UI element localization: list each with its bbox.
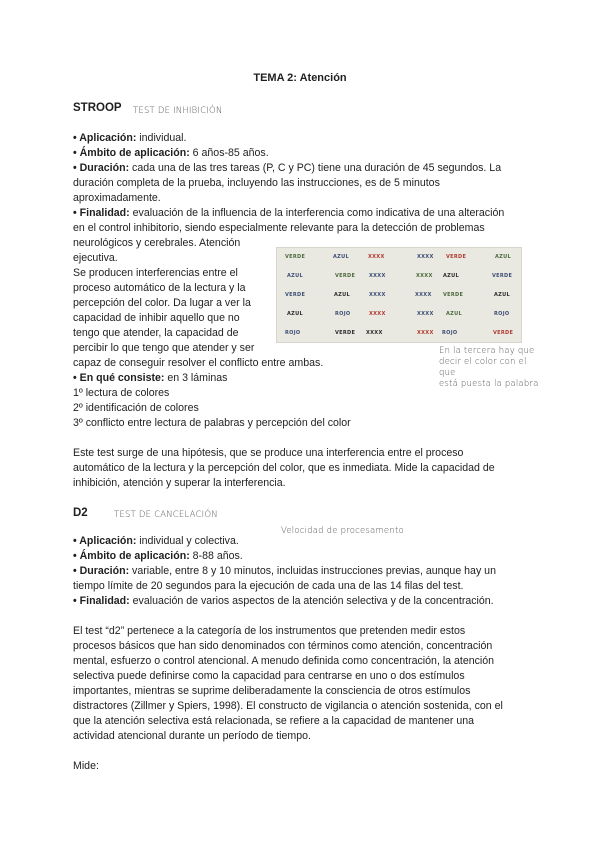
word-cell: XXXX	[366, 330, 383, 336]
word-cell: XXXX	[369, 292, 386, 298]
stroop-body-line: tengo que atender, la capacidad de	[73, 327, 239, 339]
d2-aplicacion: • Aplicación: individual y colectiva.	[73, 535, 239, 547]
word-cell: VERDE	[335, 273, 356, 279]
word-cell: AZUL	[443, 273, 459, 279]
word-cell: XXXX	[369, 311, 386, 317]
photo-row	[277, 269, 521, 285]
caption-line: está puesta la palabra	[439, 379, 539, 389]
word-cell: ROJO	[285, 330, 301, 336]
annotation-atencion: Atención	[199, 237, 241, 249]
word-cell: XXXX	[417, 254, 434, 260]
word-cell: XXXX	[368, 254, 385, 260]
word-cell: XXXX	[417, 311, 434, 317]
word-cell: VERDE	[285, 254, 306, 260]
caption-line: En la tercera hay que	[439, 346, 535, 356]
stroop-body-line: Se producen interferencias entre el	[73, 267, 238, 279]
stroop-body-line: capacidad de inhibir aquello que no	[73, 312, 240, 324]
word-cell: XXXX	[369, 273, 386, 279]
d2-handwritten-subtitle: TEST DE CANCELACIÓN	[114, 510, 218, 520]
stroop-handwritten-subtitle: TEST DE INHIBICIÓN	[133, 106, 223, 116]
photo-row	[277, 250, 521, 266]
word-cell: VERDE	[285, 292, 306, 298]
stroop-duracion-cont: aproximadamente.	[73, 192, 161, 204]
stroop-body-line: percibir lo que tengo que atender y ser	[73, 342, 255, 354]
d2-mide: Mide:	[73, 760, 99, 772]
photo-caption	[439, 346, 539, 390]
word-cell: VERDE	[443, 292, 464, 298]
stroop-finalidad-cont: neurológicos y cerebrales. Atención	[73, 237, 241, 249]
stroop-duracion: • Duración: cada una de las tres tareas (P, C y PC) tiene una duración de 45 segundos. La	[73, 162, 502, 174]
stroop-heading: STROOP	[73, 102, 122, 114]
stroop-ambito: • Ámbito de aplicación: 6 años-85 años.	[73, 147, 269, 159]
word-cell: XXXX	[415, 292, 432, 298]
word-cell: AZUL	[287, 311, 303, 317]
stroop-body-line: capaz de conseguir resolver el conflicto entre ambas.	[73, 357, 324, 369]
d2-heading: D2	[73, 507, 88, 519]
word-cell: ROJO	[494, 311, 510, 317]
stroop-finalidad: • Finalidad: evaluación de la influencia de la interferencia como indicativa de una alteración	[73, 207, 505, 219]
lamina-item: 2º identificación de colores	[73, 402, 199, 414]
word-cell: XXXX	[417, 330, 434, 336]
d2-paragraph-line: distractores (Zillmer y Spiers, 1998). El constructo de vigilancia o atención sostenida, con el	[73, 700, 503, 712]
stroop-consiste: • En qué consiste: en 3 láminas	[73, 372, 228, 384]
stroop-body-line: percepción del color. Da lugar a ver la	[73, 297, 251, 309]
d2-duracion: • Duración: variable, entre 8 y 10 minutos, incluidas instrucciones previas, aunque hay un	[73, 565, 496, 577]
stroop-paragraph-line: automático de la lectura y la percepción del color, que es inmediata. Mide la capacidad de	[73, 462, 495, 474]
stroop-body-line: proceso automático de la lectura y la	[73, 282, 246, 294]
stroop-finalidad-cont: en el control inhibitorio, siendo especialmente relevante para la detección de problemas	[73, 222, 485, 234]
photo-row	[277, 307, 521, 323]
word-cell: ROJO	[442, 330, 458, 336]
lamina-item: 3º conflicto entre lectura de palabras y percepción del color	[73, 417, 351, 429]
d2-paragraph-line: actividad atencional durante un período de tiempo.	[73, 730, 311, 742]
d2-paragraph-line: selectiva puede definirse como la capacidad para centrarse en uno o dos estímulos	[73, 670, 465, 682]
stroop-paragraph-line: Este test surge de una hipótesis, que se produce una interferencia entre el proceso	[73, 447, 464, 459]
word-cell: VERDE	[446, 254, 467, 260]
word-cell: AZUL	[333, 254, 349, 260]
word-cell: AZUL	[334, 292, 350, 298]
caption-line: decir el color con el que	[439, 357, 527, 378]
d2-finalidad: • Finalidad: evaluación de varios aspectos de la atención selectiva y de la concentración.	[73, 595, 494, 607]
word-cell: AZUL	[495, 254, 511, 260]
page-title: TEMA 2: Atención	[253, 72, 347, 84]
word-cell: AZUL	[446, 311, 462, 317]
d2-handwritten-note: Velocidad de procesamento	[281, 526, 404, 536]
photo-row	[277, 326, 521, 342]
word-cell: VERDE	[493, 330, 514, 336]
lamina-item: 1º lectura de colores	[73, 387, 170, 399]
stroop-cards-photo	[276, 247, 522, 343]
d2-paragraph-line: que la atención selectiva está relacionada, se refiere a la capacidad de mantener una	[73, 715, 475, 727]
d2-paragraph-line: procesos básicos que han sido denominados con términos como atención, concentración	[73, 640, 493, 652]
stroop-aplicacion: • Aplicación: individual.	[73, 132, 187, 144]
word-cell: AZUL	[287, 273, 303, 279]
stroop-duracion-cont: duración completa de la prueba, incluyendo las instrucciones, es de 5 minutos	[73, 177, 440, 189]
d2-paragraph-line: El test “d2” pertenece a la categoría de los instrumentos que pretenden medir estos	[73, 625, 466, 637]
d2-paragraph-line: importantes, mientras se suprime deliberadamente la consciencia de otros estímulos	[73, 685, 471, 697]
d2-ambito: • Ámbito de aplicación: 8-88 años.	[73, 550, 243, 562]
d2-duracion-cont: tiempo límite de 20 segundos para la ejecución de cada una de las 14 filas del test.	[73, 580, 464, 592]
word-cell: ROJO	[335, 311, 351, 317]
stroop-paragraph-line: inhibición, atención y superar la interferencia.	[73, 477, 286, 489]
photo-row	[277, 288, 521, 304]
word-cell: VERDE	[335, 330, 356, 336]
word-cell: VERDE	[492, 273, 513, 279]
d2-paragraph-line: mental, esfuerzo o control atencional. A menudo definida como concentración, la atención	[73, 655, 495, 667]
word-cell: AZUL	[494, 292, 510, 298]
word-cell: XXXX	[416, 273, 433, 279]
annotation-ejecutiva: ejecutiva.	[73, 252, 118, 264]
